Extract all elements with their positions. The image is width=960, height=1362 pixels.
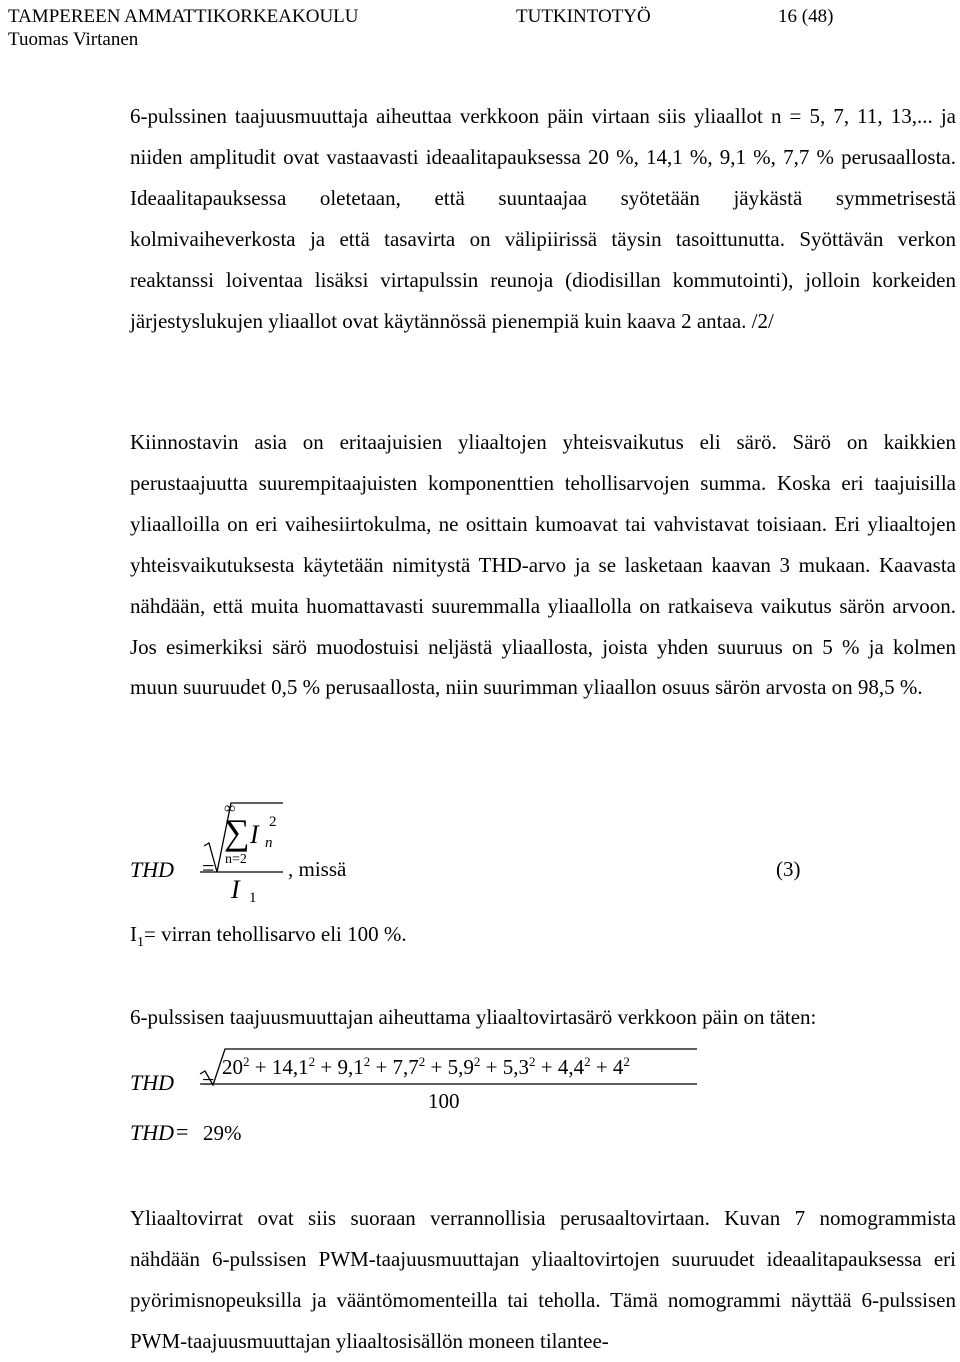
sum-term-subscript: n: [265, 835, 273, 851]
calc-term: 9,1: [337, 1055, 364, 1079]
paragraph-harmonics: 6-pulssinen taajuusmuuttaja aiheuttaa verkkoon päin virtaan siis yliaallot n = 5, 7, 11, 13,... ja niiden amplitudit ovat vastaavasti ideaalitapauksessa 20 %, 14,1 %, 9,1 %, 7,7 % perusaallosta. Ideaalitapauksessa oletetaan, että suuntaajaa syötetään jäykästä symmetrisestä kolmivaiheverkosta ja että tasavirta on välipiirissä täysin tasoittunutta. Syöttävän verkon reaktanssi loiventaa lisäksi virtapulssin reunoja (diodisillan kommutointi), jolloin korkeiden järjestyslukujen yliaallot ovat käytännössä pienempiä kuin kaava 2 antaa. /2/: [130, 104, 956, 333]
header-author: Tuomas Virtanen: [8, 29, 139, 50]
calc-term-exponent: 2: [363, 1054, 371, 1069]
formula-number: (3): [776, 857, 801, 881]
calculation-intro: 6-pulssisen taajuusmuuttajan aiheuttama yliaaltovirtasärö verkkoon päin on täten:: [130, 1005, 817, 1029]
paragraph-nomogram: Yliaaltovirrat ovat siis suoraan verrannollisia perusaaltovirtaan. Kuvan 7 nomogrammista nähdään 6-pulssisen PWM-taajuusmuuttajan yliaaltovirtojen suuruudet ideaalitapauksessa eri pyörimisnopeuksilla ja vääntömomenteilla tai teholla. Tämä nomogrammi näyttää 6-pulssisen PWM-taajuusmuuttajan yliaaltosisällön moneen tilantee-: [130, 1206, 956, 1353]
calc-term: 5,3: [502, 1055, 529, 1079]
sum-lower-limit: n=2: [225, 852, 247, 867]
calc-plus-sign: +: [535, 1055, 558, 1079]
calc-term-exponent: 2: [473, 1054, 481, 1069]
calc-term: 7,7: [392, 1055, 419, 1079]
result-lhs: THD: [130, 1120, 175, 1145]
calc-term-exponent: 2: [528, 1054, 536, 1069]
calc-term-exponent: 2: [623, 1054, 630, 1069]
paragraph-distortion: Kiinnostavin asia on eritaajuisien yliaaltojen yhteisvaikutus eli särö. Särö on kaikkien perustaajuutta suurempitaajuisten komponenttien tehollisarvojen summa. Koska eri taajuisilla yliaalloilla on eri vaihesiirtokulma, ne osittain kumoavat tai vahvistavat toisiaan. Eri yliaaltojen yhteisvaikutuksesta käytetään nimitystä THD-arvo ja se lasketaan kaavan 3 mukaan. Kaavasta nähdään, että muita huomattavasti suuremmalla yliaallolla on ratkaiseva vaikutus särön arvoon. Jos esimerkiksi särö muodostuisi neljästä yliaallosta, joista yhden suuruus on 5 % ja kolmen muun suuruudet 0,5 % perusaallosta, niin suurimman yliaallon osuus särön arvosta on 98,5 %.: [130, 430, 956, 700]
calc-denominator: 100: [428, 1089, 460, 1113]
calc-plus-sign: +: [480, 1055, 503, 1079]
calc-term-exponent: 2: [243, 1054, 250, 1069]
header-page-number: 16 (48): [778, 6, 834, 27]
formula-suffix: , missä: [288, 857, 347, 881]
formula-lhs: THD: [130, 857, 175, 882]
i1-text: = virran tehollisarvo eli 100 %.: [144, 922, 407, 946]
formula-denominator-subscript: 1: [249, 890, 257, 906]
calc-plus-sign: +: [590, 1055, 613, 1079]
calc-term-exponent: 2: [308, 1054, 316, 1069]
calc-equals: =: [202, 1069, 215, 1094]
header-document-type: TUTKINTOTYÖ: [516, 6, 651, 27]
result-value: 29%: [203, 1121, 242, 1145]
calc-term: 14,1: [271, 1055, 309, 1079]
calc-term-exponent: 2: [418, 1054, 426, 1069]
i1-symbol: I: [130, 922, 137, 946]
calc-term: 20: [222, 1055, 243, 1079]
calc-plus-sign: +: [370, 1055, 393, 1079]
formula-denominator: I: [231, 875, 240, 904]
calc-term: 4,4: [557, 1055, 585, 1079]
calc-plus-sign: +: [249, 1055, 272, 1079]
calc-plus-sign: +: [315, 1055, 338, 1079]
i1-subscript: 1: [137, 935, 144, 951]
calc-term: 5,9: [447, 1055, 474, 1079]
calc-term: 4: [612, 1055, 624, 1079]
calc-plus-sign: +: [425, 1055, 448, 1079]
sum-upper-limit: ∞: [224, 800, 236, 817]
calc-term-exponent: 2: [584, 1054, 591, 1069]
result-equals: =: [176, 1119, 189, 1144]
sum-symbol: ∑: [224, 812, 250, 852]
sum-term-exponent: 2: [269, 814, 277, 830]
i1-definition: [130, 922, 407, 951]
formula-equals: =: [202, 855, 215, 880]
calc-numerator: [222, 1054, 630, 1080]
header-institution: TAMPEREEN AMMATTIKORKEAKOULU: [8, 6, 359, 27]
sum-term: I: [250, 820, 259, 849]
calc-lhs: THD: [130, 1070, 175, 1095]
